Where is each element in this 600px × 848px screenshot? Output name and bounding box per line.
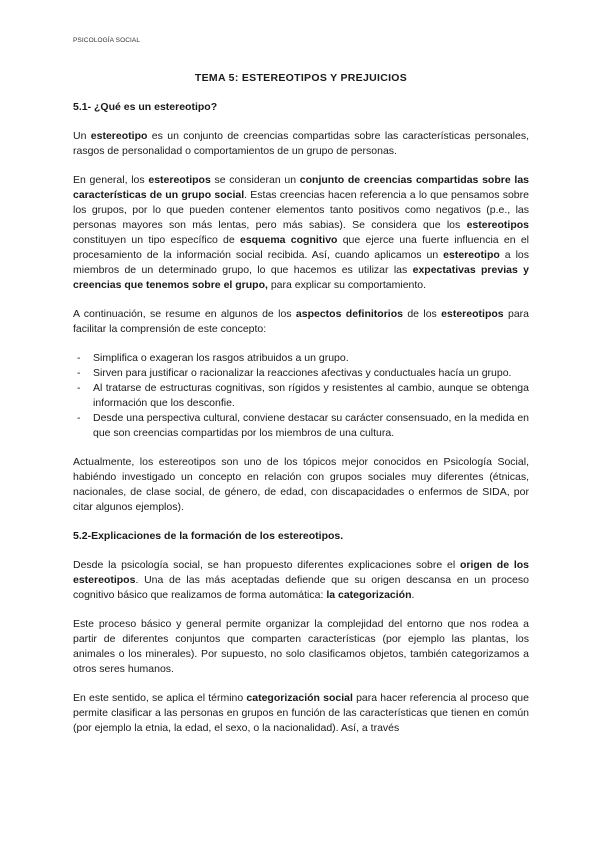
text-run: para facilitar la comprensión de este concepto: <box>73 308 529 335</box>
list-item-text: Al tratarse de estructuras cognitivas, son rígidos y resistentes al cambio, aunque se obtenga información que los desconfie. <box>93 382 529 409</box>
bold-term: aspectos definitorios <box>295 308 403 320</box>
running-header: PSICOLOGÍA SOCIAL <box>73 37 141 44</box>
paragraph-social-categorization <box>73 691 529 736</box>
list-item <box>73 381 529 411</box>
text-run: constituyen un tipo específico de <box>73 234 240 246</box>
text-run: A continuación, se resume en algunos de los <box>73 308 296 320</box>
list-item <box>73 411 529 441</box>
text-run: Actualmente, los estereotipos son uno de los tópicos mejor conocidos en Psicología Social, habiéndo investigado un concepto en relación con grupos sociales muy diferentes (étnicas, nacionales, de clase social, de género, de edad, con discapacidades o enfermos de SIDA, por citar algunos ejemplos). <box>73 456 529 513</box>
paragraph-definition <box>73 129 529 159</box>
text-run: Desde la psicología social, se han propuesto diferentes explicaciones sobre el <box>73 559 460 571</box>
bold-term: estereotipo <box>90 130 148 142</box>
list-item <box>73 366 529 381</box>
text-run: para explicar su comportamiento. <box>267 279 427 291</box>
paragraph-categorization-process <box>73 617 529 677</box>
bullet-dash: - <box>77 367 81 379</box>
text-run: para hacer referencia al proceso que permite clasificar a las personas en grupos en función de las características que tienen en común (por ejemplo la etnia, la edad, el sexo, o la nacionalidad). Así, a través <box>73 692 529 734</box>
paragraph-general <box>73 173 529 293</box>
text-run: En general, los <box>73 174 149 186</box>
text-run: de los <box>402 308 442 320</box>
bold-term: conjunto de creencias compartidas sobre las características de un grupo social <box>73 174 529 201</box>
text-run: . <box>411 589 415 601</box>
list-item <box>73 351 529 366</box>
paragraph-aspects-intro <box>73 307 529 337</box>
section-heading-5-1: 5.1- ¿Qué es un estereotipo? <box>73 101 218 113</box>
text-run: es un conjunto de creencias compartidas sobre las características personales, rasgos de personalidad o comportamientos de un grupo de personas. <box>73 130 530 157</box>
bullet-dash: - <box>77 412 81 424</box>
bold-term: estereotipo <box>443 249 500 261</box>
document-body <box>73 100 529 750</box>
bullet-dash: - <box>77 382 81 394</box>
text-run: . Una de las más aceptadas defiende que su origen descansa en un proceso cognitivo básico que realizamos de forma automática: <box>73 574 529 601</box>
text-run: En este sentido, se aplica el término <box>73 692 247 704</box>
list-item-text: Desde una perspectiva cultural, conviene destacar su carácter consensuado, en la medida en que son creencias compartidas por los miembros de una cultura. <box>93 412 530 439</box>
text-run: que ejerce una fuerte influencia en el procesamiento de la información social recibida. Así, cuando aplicamos un <box>73 234 529 261</box>
paragraph-origin <box>73 558 529 603</box>
bold-term: la categorización <box>326 589 412 601</box>
bullet-dash: - <box>77 352 81 364</box>
bold-term: expectativas previas y creencias que tenemos sobre el grupo, <box>73 264 529 291</box>
text-run: . Estas creencias hacen referencia a lo que pensamos sobre los grupos, por lo que pueden contener elementos tanto positivos como negativos (p.e., las personas mayores son más lentas, pero más sabias). Se considera que los <box>73 189 529 231</box>
bold-term: categorización social <box>246 692 353 704</box>
bold-term: estereotipos <box>441 308 504 320</box>
bold-term: esquema cognitivo <box>240 234 338 246</box>
document-title: TEMA 5: ESTEREOTIPOS Y PREJUICIOS <box>194 72 408 84</box>
bold-term: estereotipos <box>466 219 529 231</box>
text-run: Este proceso básico y general permite organizar la complejidad del entorno que nos rodea a partir de diferentes conjuntos que comparten características (por ejemplo las plantas, los animales o los minerales). Por supuesto, no solo clasificamos objetos, también categorizamos a otros seres humanos. <box>73 618 529 675</box>
section-heading-5-2: 5.2-Explicaciones de la formación de los estereotipos. <box>73 530 344 542</box>
text-run: a los miembros de un determinado grupo, lo que hacemos es utilizar las <box>73 249 529 276</box>
aspects-list <box>73 351 529 441</box>
text-run: se consideran un <box>210 174 300 186</box>
list-item-text: Simplifica o exageran los rasgos atribuidos a un grupo. <box>93 352 349 364</box>
text-run: Un <box>73 130 91 142</box>
list-item-text: Sirven para justificar o racionalizar la reacciones afectivas y conductuales hacía un grupo. <box>93 367 512 379</box>
bold-term: origen de los estereotipos <box>73 559 530 586</box>
paragraph-current-research <box>73 455 529 515</box>
bold-term: estereotipos <box>148 174 211 186</box>
